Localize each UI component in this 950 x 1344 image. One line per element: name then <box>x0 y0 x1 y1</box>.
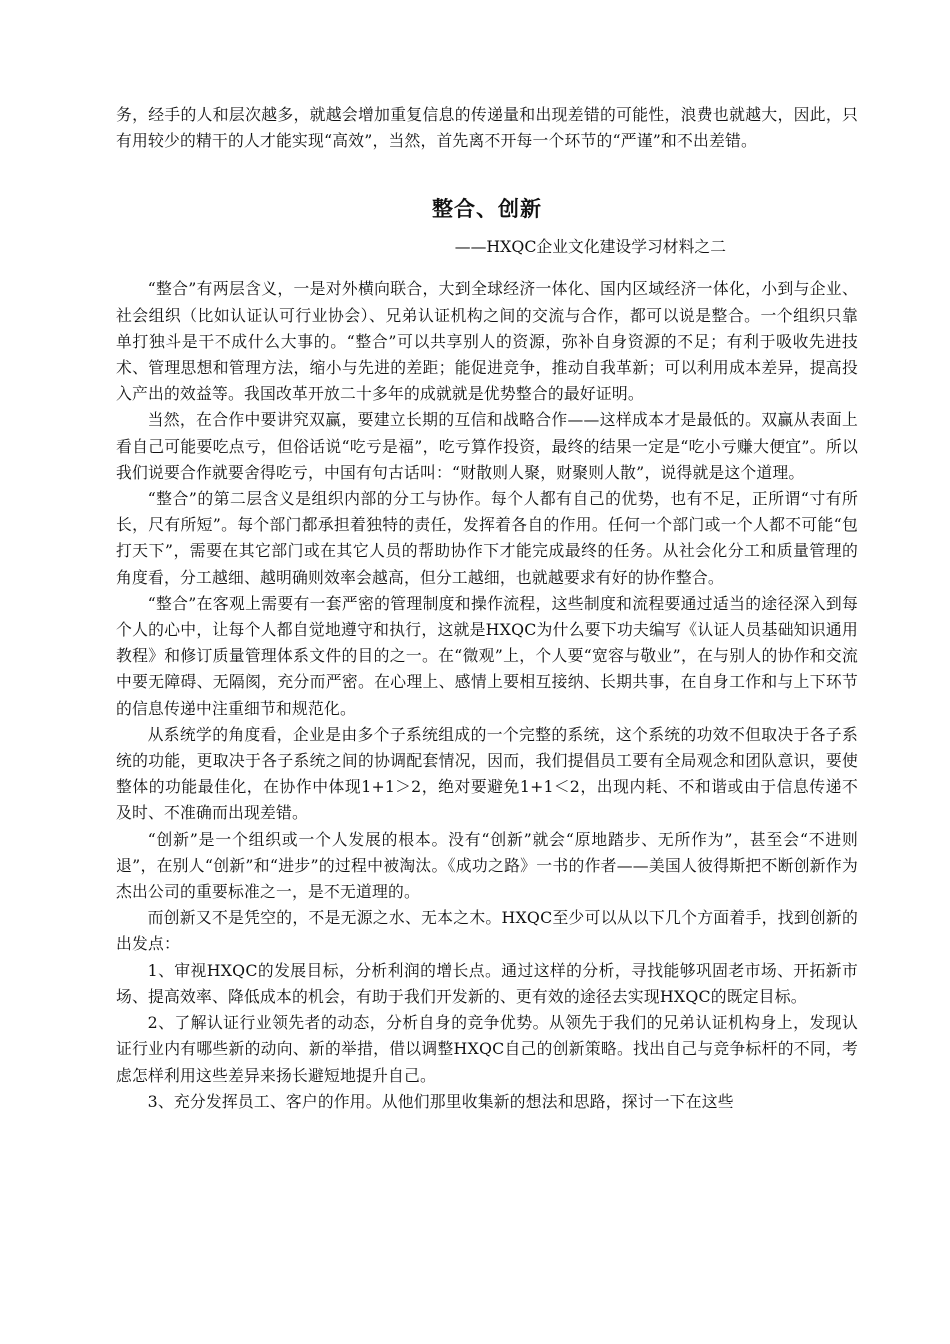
section-title: 整合、创新 <box>432 197 542 222</box>
intro-paragraph: 务，经手的人和层次越多，就越会增加重复信息的传递量和出现差错的可能性，浪费也就越大，因此，只有用较少的精干的人才能实现“高效”，当然，首先离不开每一个环节的“严谨”和不出差错。 <box>116 105 858 151</box>
body-paragraph: “创新”是一个组织或一个人发展的根本。没有“创新”就会“原地踏步、无所作为”，甚至会“不进则退”，在别人“创新”和“进步”的过程中被淘汰。《成功之路》一书的作者——美国人彼得斯把不断创新作为杰出公司的重要标准之一，是不无道理的。 <box>116 829 858 902</box>
list-item: 1、审视HXQC的发展目标，分析利润的增长点。通过这样的分析，寻找能够巩固老市场、开拓新市场、提高效率、降低成本的机会，有助于我们开发新的、更有效的途径去实现HXQC的既定目标。 <box>116 960 858 1006</box>
body-paragraph: 从系统学的角度看，企业是由多个子系统组成的一个完整的系统，这个系统的功效不但取决于各子系统的功能，更取决于各子系统之间的协调配套情况，因而，我们提倡员工要有全局观念和团队意识，要使整体的功能最佳化，在协作中体现1+1＞2，绝对要避免1+1＜2，出现内耗、不和谐或由于信息传递不及时、不准确而出现差错。 <box>116 724 858 823</box>
section-subtitle: ——HXQC企业文化建设学习材料之二 <box>454 237 726 257</box>
body-paragraph: 而创新又不是凭空的，不是无源之水、无本之木。HXQC至少可以从以下几个方面着手，找到创新的出发点： <box>116 908 858 954</box>
list-item: 3、充分发挥员工、客户的作用。从他们那里收集新的想法和思路，探讨一下在这些 <box>147 1091 734 1111</box>
body-paragraph: “整合”有两层含义，一是对外横向联合，大到全球经济一体化、国内区域经济一体化，小到与企业、社会组织（比如认证认可行业协会）、兄弟认证机构之间的交流与合作，都可以说是整合。一个组织只靠单打独斗是干不成什么大事的。“整合”可以共享别人的资源，弥补自身资源的不足；有利于吸收先进技术、管理思想和管理方法，缩小与先进的差距；能促进竞争，推动自我革新；可以利用成本差异，提高投入产出的效益等。我国改革开放二十多年的成就就是优势整合的最好证明。 <box>116 279 858 404</box>
body-paragraph: “整合”的第二层含义是组织内部的分工与协作。每个人都有自己的优势，也有不足，正所谓“寸有所长，尺有所短”。每个部门都承担着独特的责任，发挥着各自的作用。任何一个部门或一个人都不可能“包打天下”，需要在其它部门或在其它人员的帮助协作下才能完成最终的任务。从社会化分工和质量管理的角度看，分工越细、越明确则效率会越高，但分工越细，也就越要求有好的协作整合。 <box>116 489 858 587</box>
list-item: 2、了解认证行业领先者的动态，分析自身的竞争优势。从领先于我们的兄弟认证机构身上，发现认证行业内有哪些新的动向、新的举措，借以调整HXQC自己的创新策略。找出自己与竞争标杆的不同，考虑怎样利用这些差异来扬长避短地提升自己。 <box>116 1013 858 1085</box>
body-paragraph: “整合”在客观上需要有一套严密的管理制度和操作流程，这些制度和流程要通过适当的途径深入到每个人的心中，让每个人都自觉地遵守和执行，这就是HXQC为什么要下功夫编写《认证人员基础知识通用教程》和修订质量管理体系文件的目的之一。在“微观”上，个人要“宽容与敬业”，在与别人的协作和交流中要无障碍、无隔阂，充分而严密。在心理上、感情上要相互接纳、长期共事，在自身工作和与上下环节的信息传递中注重细节和规范化。 <box>116 593 858 718</box>
body-paragraph: 当然，在合作中要讲究双赢，要建立长期的互信和战略合作——这样成本才是最低的。双赢从表面上看自己可能要吃点亏，但俗话说“吃亏是福”，吃亏算作投资，最终的结果一定是“吃小亏赚大便宜”。所以我们说要合作就要舍得吃亏，中国有句古话叫：“财散则人聚，财聚则人散”，说得就是这个道理。 <box>116 410 858 482</box>
document-page <box>116 102 858 1115</box>
